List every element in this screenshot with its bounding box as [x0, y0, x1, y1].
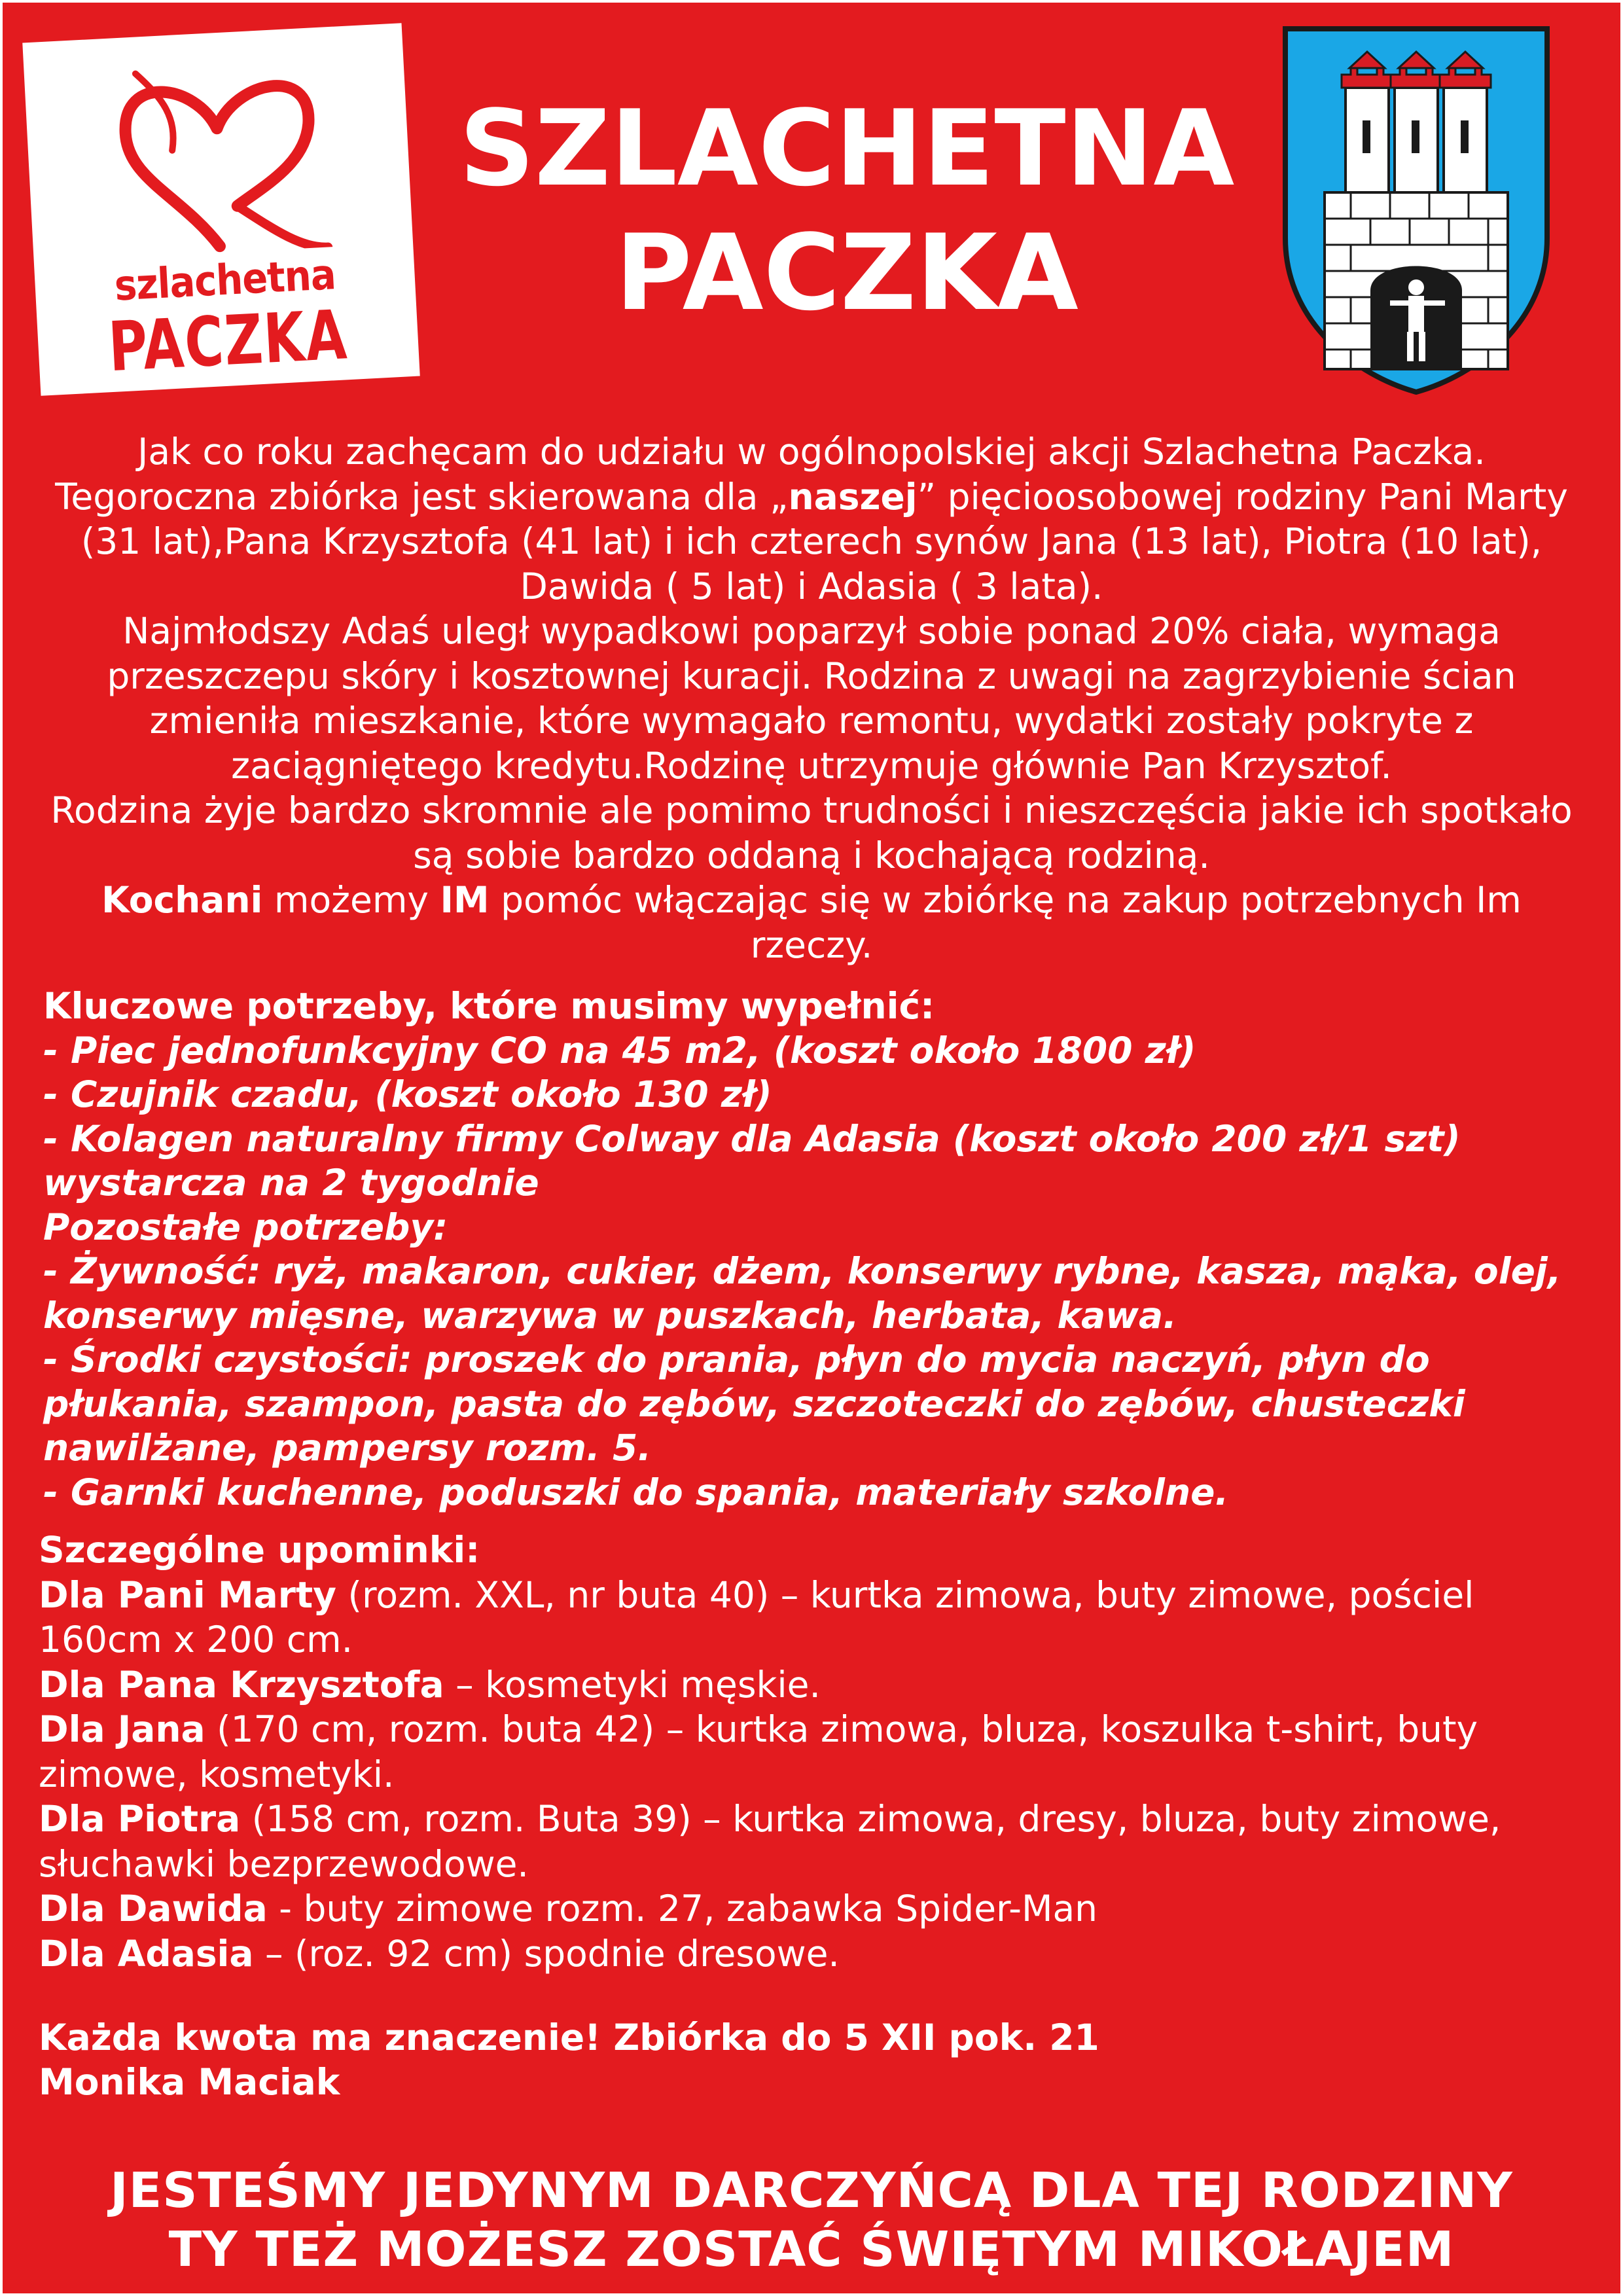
gift-item: Dla Dawida - buty zimowe rozm. 27, zabawka Spider-Man	[39, 1888, 1098, 1929]
gifts-heading: Szczególne upominki:	[39, 1529, 480, 1571]
closing-section	[39, 2015, 1596, 2104]
gift-item: Dla Pani Marty (rozm. XXL, nr buta 40) – kurtka zimowa, buty zimowe, pościel 160cm x 200 cm.	[39, 1573, 1474, 1660]
signature: Monika Maciak	[39, 2061, 340, 2103]
gift-item: Dla Jana (170 cm, rozm. buta 42) – kurtka zimowa, bluza, koszulka t-shirt, buty zimowe, kosmetyki.	[39, 1708, 1478, 1795]
gift-item: Dla Adasia – (roz. 92 cm) spodnie dresowe.	[39, 1932, 840, 1975]
heart-ribbon-icon	[96, 50, 341, 259]
footer-line1: JESTEŚMY JEDYNYM DARCZYŃCĄ DLA TEJ RODZINY	[110, 2162, 1513, 2219]
intro-paragraph-5: Kochani możemy IM pomóc włączając się w zbiórkę na zakup potrzebnych Im rzeczy.	[101, 879, 1522, 966]
gift-item: Dla Piotra (158 cm, rozm. Buta 39) – kurtka zimowa, dresy, bluza, buty zimowe, słuchawki bezprzewodowe.	[39, 1798, 1501, 1885]
intro-text	[42, 429, 1581, 967]
key-need-item: - Piec jednofunkcyjny CO na 45 m2, (koszt około 1800 zł)	[43, 1029, 1196, 1071]
key-need-item: - Kolagen naturalny firmy Colway dla Adasia (koszt około 200 zł/1 szt) wystarcza na 2 tygodnie	[43, 1117, 1461, 1204]
title-line2: PACZKA	[615, 211, 1079, 334]
footer-slogan	[3, 2161, 1620, 2279]
title-line1: SZLACHETNA	[459, 87, 1235, 209]
closing-line: Każda kwota ma znaczenie! Zbiórka do 5 XII pok. 21	[39, 2017, 1099, 2058]
footer-line2: TY TEŻ MOŻESZ ZOSTAĆ ŚWIĘTYM MIKOŁAJEM	[168, 2221, 1455, 2278]
logo-text-line2: PACZKA	[106, 295, 350, 387]
other-need-item: - Żywność: ryż, makaron, cukier, dżem, konserwy rybne, kasza, mąka, olej, konserwy mięsne, warzywa w puszkach, herbata, kawa.	[43, 1250, 1561, 1336]
other-need-item: - Środki czystości: proszek do prania, płyn do mycia naczyń, płyn do płukania, szampon, pasta do zębów, szczoteczki do zębów, chusteczki nawilżane, pampersy rozm. 5.	[43, 1338, 1465, 1469]
needs-section	[43, 984, 1601, 1515]
logo-text-line1: szlachetna	[113, 251, 337, 311]
poster	[3, 3, 1620, 2293]
other-need-item: - Garnki kuchenne, poduszki do spania, materiały szkolne.	[43, 1471, 1229, 1513]
key-need-item: - Czujnik czadu, (koszt około 130 zł)	[43, 1073, 772, 1115]
gifts-section	[39, 1528, 1596, 1976]
coat-of-arms-icon	[1279, 22, 1554, 402]
intro-paragraph-1: Jak co roku zachęcam do udziału w ogólnopolskiej akcji Szlachetna Paczka.	[137, 431, 1486, 473]
page-title	[428, 86, 1266, 335]
other-needs-heading: Pozostałe potrzeby:	[43, 1206, 448, 1248]
key-needs-heading: Kluczowe potrzeby, które musimy wypełnić:	[43, 985, 935, 1027]
gift-item: Dla Pana Krzysztofa – kosmetyki męskie.	[39, 1663, 821, 1706]
intro-paragraph-2: Tegoroczna zbiórka jest skierowana dla „naszej” pięcioosobowej rodziny Pani Marty (31 lat),Pana Krzysztofa (41 lat) i ich czterech synów Jana (13 lat), Piotra (10 lat), Dawida ( 5 lat) i Adasia ( 3 lata).	[55, 475, 1568, 607]
intro-paragraph-3: Najmłodszy Adaś uległ wypadkowi poparzył sobie ponad 20% ciała, wymaga przeszczepu skóry i kosztownej kuracji. Rodzina z uwagi na zagrzybienie ścian zmieniła mieszkanie, które wymagało remontu, wydatki zostały pokryte z zaciągniętego kredytu.Rodzinę utrzymuje głównie Pan Krzysztof.	[107, 610, 1516, 787]
szlachetna-paczka-logo	[22, 23, 419, 396]
intro-paragraph-4: Rodzina żyje bardzo skromnie ale pomimo trudności i nieszczęścia jakie ich spotkało są sobie bardzo oddaną i kochającą rodziną.	[50, 789, 1573, 876]
emphasis-naszej: naszej	[788, 475, 918, 518]
